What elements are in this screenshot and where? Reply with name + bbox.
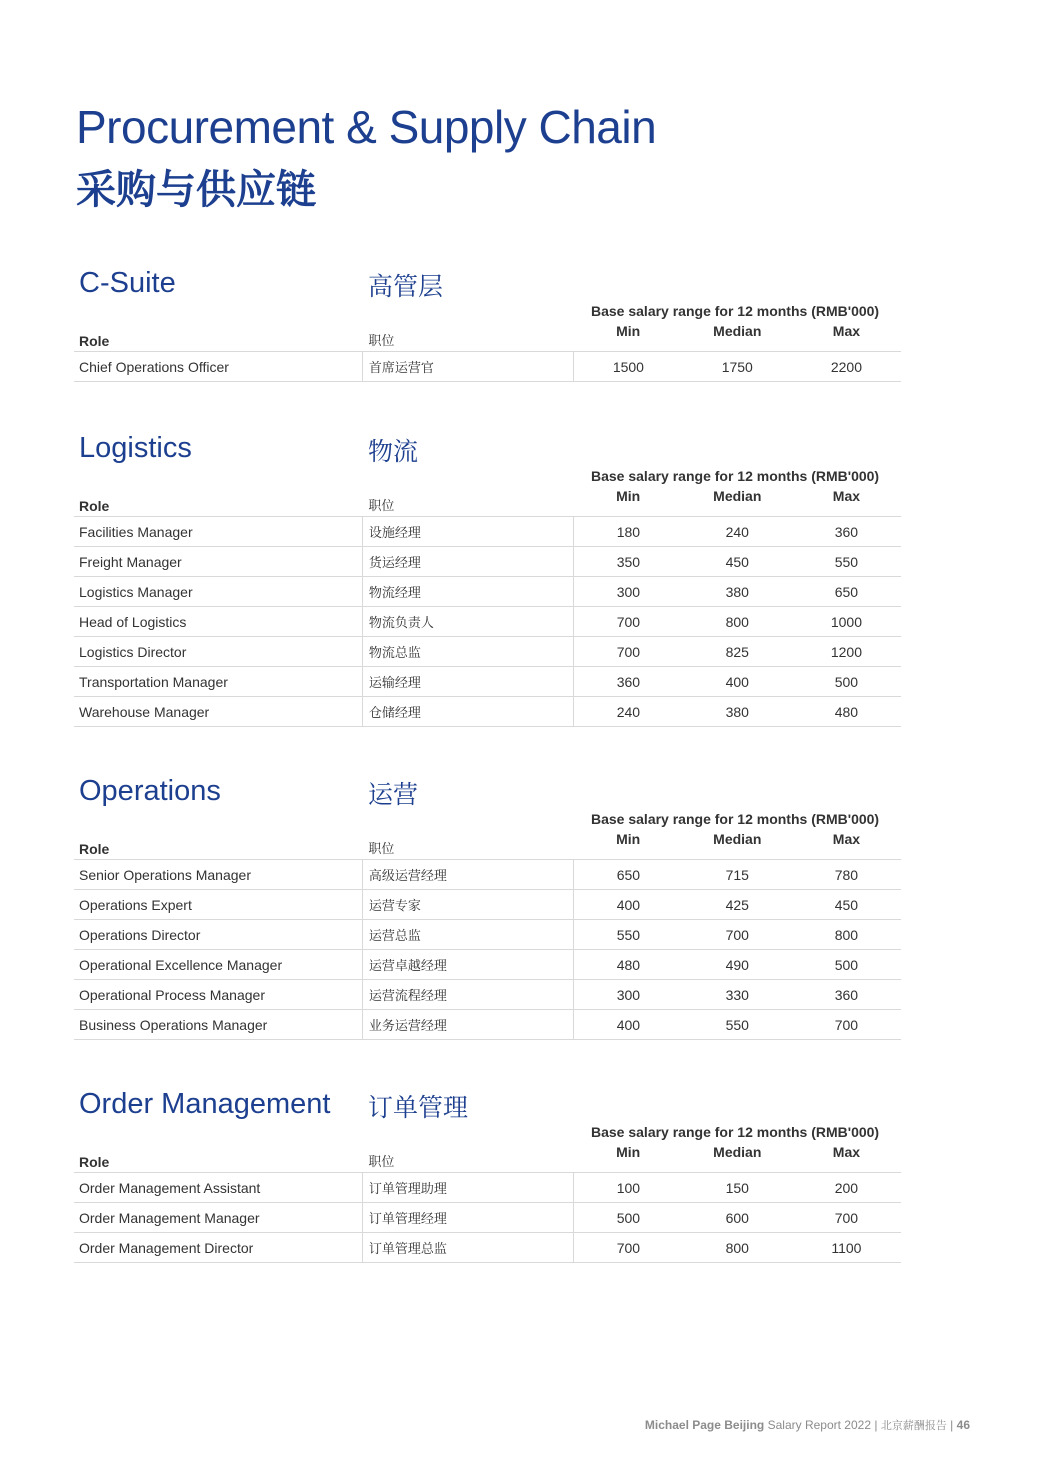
- cell-min: 700: [574, 637, 683, 667]
- cell-max: 500: [792, 950, 901, 980]
- cell-min: 650: [574, 860, 683, 890]
- section-title: Logistics: [79, 432, 192, 464]
- cell-role-chinese: 首席运营官: [362, 352, 573, 382]
- cell-max: 500: [792, 667, 901, 697]
- table-row: [74, 1173, 901, 1203]
- cell-max: 2200: [792, 352, 901, 382]
- header-role-chinese: 职位: [362, 317, 573, 352]
- cell-min: 700: [574, 607, 683, 637]
- cell-role: Logistics Director: [74, 637, 362, 667]
- table-row: [74, 1233, 901, 1263]
- cell-role: Operational Process Manager: [74, 980, 362, 1010]
- header-median: Median: [683, 317, 792, 352]
- cell-role: Logistics Manager: [74, 577, 362, 607]
- cell-median: 490: [683, 950, 792, 980]
- section-title-chinese: 物流: [368, 437, 419, 466]
- cell-min: 550: [574, 920, 683, 950]
- cell-role-chinese: 订单管理经理: [362, 1203, 573, 1233]
- cell-role-chinese: 运营专家: [362, 890, 573, 920]
- cell-median: 600: [683, 1203, 792, 1233]
- cell-min: 500: [574, 1203, 683, 1233]
- table-row: [74, 950, 901, 980]
- cell-role-chinese: 货运经理: [362, 547, 573, 577]
- cell-max: 1100: [792, 1233, 901, 1263]
- cell-role: Operational Excellence Manager: [74, 950, 362, 980]
- cell-min: 400: [574, 1010, 683, 1040]
- cell-role: Operations Expert: [74, 890, 362, 920]
- table-row: [74, 920, 901, 950]
- cell-role: Business Operations Manager: [74, 1010, 362, 1040]
- cell-median: 380: [683, 577, 792, 607]
- footer-report-chinese: 北京薪酬报告: [880, 1419, 947, 1432]
- cell-min: 360: [574, 667, 683, 697]
- cell-min: 240: [574, 697, 683, 727]
- section-title-chinese: 运营: [368, 780, 419, 809]
- cell-median: 400: [683, 667, 792, 697]
- cell-role: Chief Operations Officer: [74, 352, 362, 382]
- cell-median: 700: [683, 920, 792, 950]
- cell-role-chinese: 运营总监: [362, 920, 573, 950]
- cell-median: 330: [683, 980, 792, 1010]
- section-title: C-Suite: [79, 267, 176, 299]
- cell-role-chinese: 设施经理: [362, 517, 573, 547]
- section-title-chinese: 高管层: [368, 272, 444, 301]
- salary-range-label: Base salary range for 12 months (RMB'000): [591, 811, 880, 827]
- section-title: Order Management: [79, 1088, 331, 1120]
- cell-role: Warehouse Manager: [74, 697, 362, 727]
- table-row: [74, 697, 901, 727]
- header-median: Median: [683, 482, 792, 517]
- table-row: [74, 1010, 901, 1040]
- header-max: Max: [792, 1138, 901, 1173]
- page-number: 46: [956, 1418, 970, 1432]
- cell-role: Head of Logistics: [74, 607, 362, 637]
- salary-table: [74, 1138, 901, 1263]
- cell-role: Operations Director: [74, 920, 362, 950]
- table-header-row: [74, 482, 901, 517]
- cell-role-chinese: 仓储经理: [362, 697, 573, 727]
- header-median: Median: [683, 1138, 792, 1173]
- cell-role-chinese: 物流总监: [362, 637, 573, 667]
- cell-min: 180: [574, 517, 683, 547]
- page-footer: [645, 1417, 970, 1433]
- cell-role: Order Management Assistant: [74, 1173, 362, 1203]
- cell-role: Facilities Manager: [74, 517, 362, 547]
- cell-median: 150: [683, 1173, 792, 1203]
- table-row: [74, 577, 901, 607]
- cell-role-chinese: 运营流程经理: [362, 980, 573, 1010]
- page-title-chinese: 采购与供应链: [76, 167, 316, 213]
- cell-role-chinese: 物流经理: [362, 577, 573, 607]
- footer-brand: Michael Page Beijing: [644, 1418, 765, 1432]
- cell-role: Order Management Director: [74, 1233, 362, 1263]
- cell-median: 825: [683, 637, 792, 667]
- cell-max: 360: [792, 980, 901, 1010]
- cell-median: 550: [683, 1010, 792, 1040]
- header-max: Max: [792, 482, 901, 517]
- cell-max: 700: [792, 1010, 901, 1040]
- header-role: Role: [74, 1138, 362, 1173]
- cell-role: Order Management Manager: [74, 1203, 362, 1233]
- cell-max: 700: [792, 1203, 901, 1233]
- cell-max: 450: [792, 890, 901, 920]
- cell-role-chinese: 高级运营经理: [362, 860, 573, 890]
- cell-median: 715: [683, 860, 792, 890]
- cell-median: 450: [683, 547, 792, 577]
- cell-median: 800: [683, 1233, 792, 1263]
- table-row: [74, 980, 901, 1010]
- header-role: Role: [74, 482, 362, 517]
- table-row: [74, 637, 901, 667]
- cell-role: Senior Operations Manager: [74, 860, 362, 890]
- salary-table: [74, 825, 901, 1040]
- header-role-chinese: 职位: [362, 1138, 573, 1173]
- footer-separator: |: [950, 1418, 954, 1432]
- cell-min: 300: [574, 577, 683, 607]
- cell-min: 350: [574, 547, 683, 577]
- section-title: Operations: [79, 775, 221, 807]
- cell-max: 780: [792, 860, 901, 890]
- header-role-chinese: 职位: [362, 482, 573, 517]
- footer-separator: |: [874, 1418, 878, 1432]
- cell-min: 1500: [574, 352, 683, 382]
- header-min: Min: [574, 482, 683, 517]
- salary-range-label: Base salary range for 12 months (RMB'000): [591, 1124, 880, 1140]
- cell-role: Transportation Manager: [74, 667, 362, 697]
- page-title: Procurement & Supply Chain: [76, 101, 657, 153]
- cell-min: 100: [574, 1173, 683, 1203]
- cell-median: 425: [683, 890, 792, 920]
- table-row: [74, 547, 901, 577]
- cell-min: 700: [574, 1233, 683, 1263]
- cell-median: 1750: [683, 352, 792, 382]
- table-row: [74, 352, 901, 382]
- cell-median: 800: [683, 607, 792, 637]
- header-role-chinese: 职位: [362, 825, 573, 860]
- salary-range-label: Base salary range for 12 months (RMB'000): [591, 468, 880, 484]
- salary-table: [74, 317, 901, 382]
- cell-max: 650: [792, 577, 901, 607]
- cell-max: 1200: [792, 637, 901, 667]
- cell-role: Freight Manager: [74, 547, 362, 577]
- cell-median: 380: [683, 697, 792, 727]
- table-header-row: [74, 1138, 901, 1173]
- cell-min: 400: [574, 890, 683, 920]
- cell-max: 800: [792, 920, 901, 950]
- cell-role-chinese: 业务运营经理: [362, 1010, 573, 1040]
- cell-max: 200: [792, 1173, 901, 1203]
- header-max: Max: [792, 825, 901, 860]
- table-row: [74, 890, 901, 920]
- cell-min: 300: [574, 980, 683, 1010]
- cell-median: 240: [683, 517, 792, 547]
- table-row: [74, 1203, 901, 1233]
- header-role: Role: [74, 825, 362, 860]
- table-row: [74, 517, 901, 547]
- salary-table: [74, 482, 901, 727]
- table-row: [74, 667, 901, 697]
- salary-range-label: Base salary range for 12 months (RMB'000): [591, 303, 880, 319]
- cell-role-chinese: 订单管理总监: [362, 1233, 573, 1263]
- cell-max: 550: [792, 547, 901, 577]
- cell-role-chinese: 运输经理: [362, 667, 573, 697]
- cell-role-chinese: 订单管理助理: [362, 1173, 573, 1203]
- cell-role-chinese: 运营卓越经理: [362, 950, 573, 980]
- footer-report: Salary Report 2022: [767, 1418, 872, 1432]
- table-header-row: [74, 317, 901, 352]
- header-median: Median: [683, 825, 792, 860]
- cell-min: 480: [574, 950, 683, 980]
- cell-max: 1000: [792, 607, 901, 637]
- header-max: Max: [792, 317, 901, 352]
- section-title-chinese: 订单管理: [368, 1093, 469, 1122]
- cell-max: 360: [792, 517, 901, 547]
- cell-max: 480: [792, 697, 901, 727]
- table-row: [74, 860, 901, 890]
- table-row: [74, 607, 901, 637]
- cell-role-chinese: 物流负责人: [362, 607, 573, 637]
- header-role: Role: [74, 317, 362, 352]
- table-header-row: [74, 825, 901, 860]
- header-min: Min: [574, 317, 683, 352]
- header-min: Min: [574, 1138, 683, 1173]
- header-min: Min: [574, 825, 683, 860]
